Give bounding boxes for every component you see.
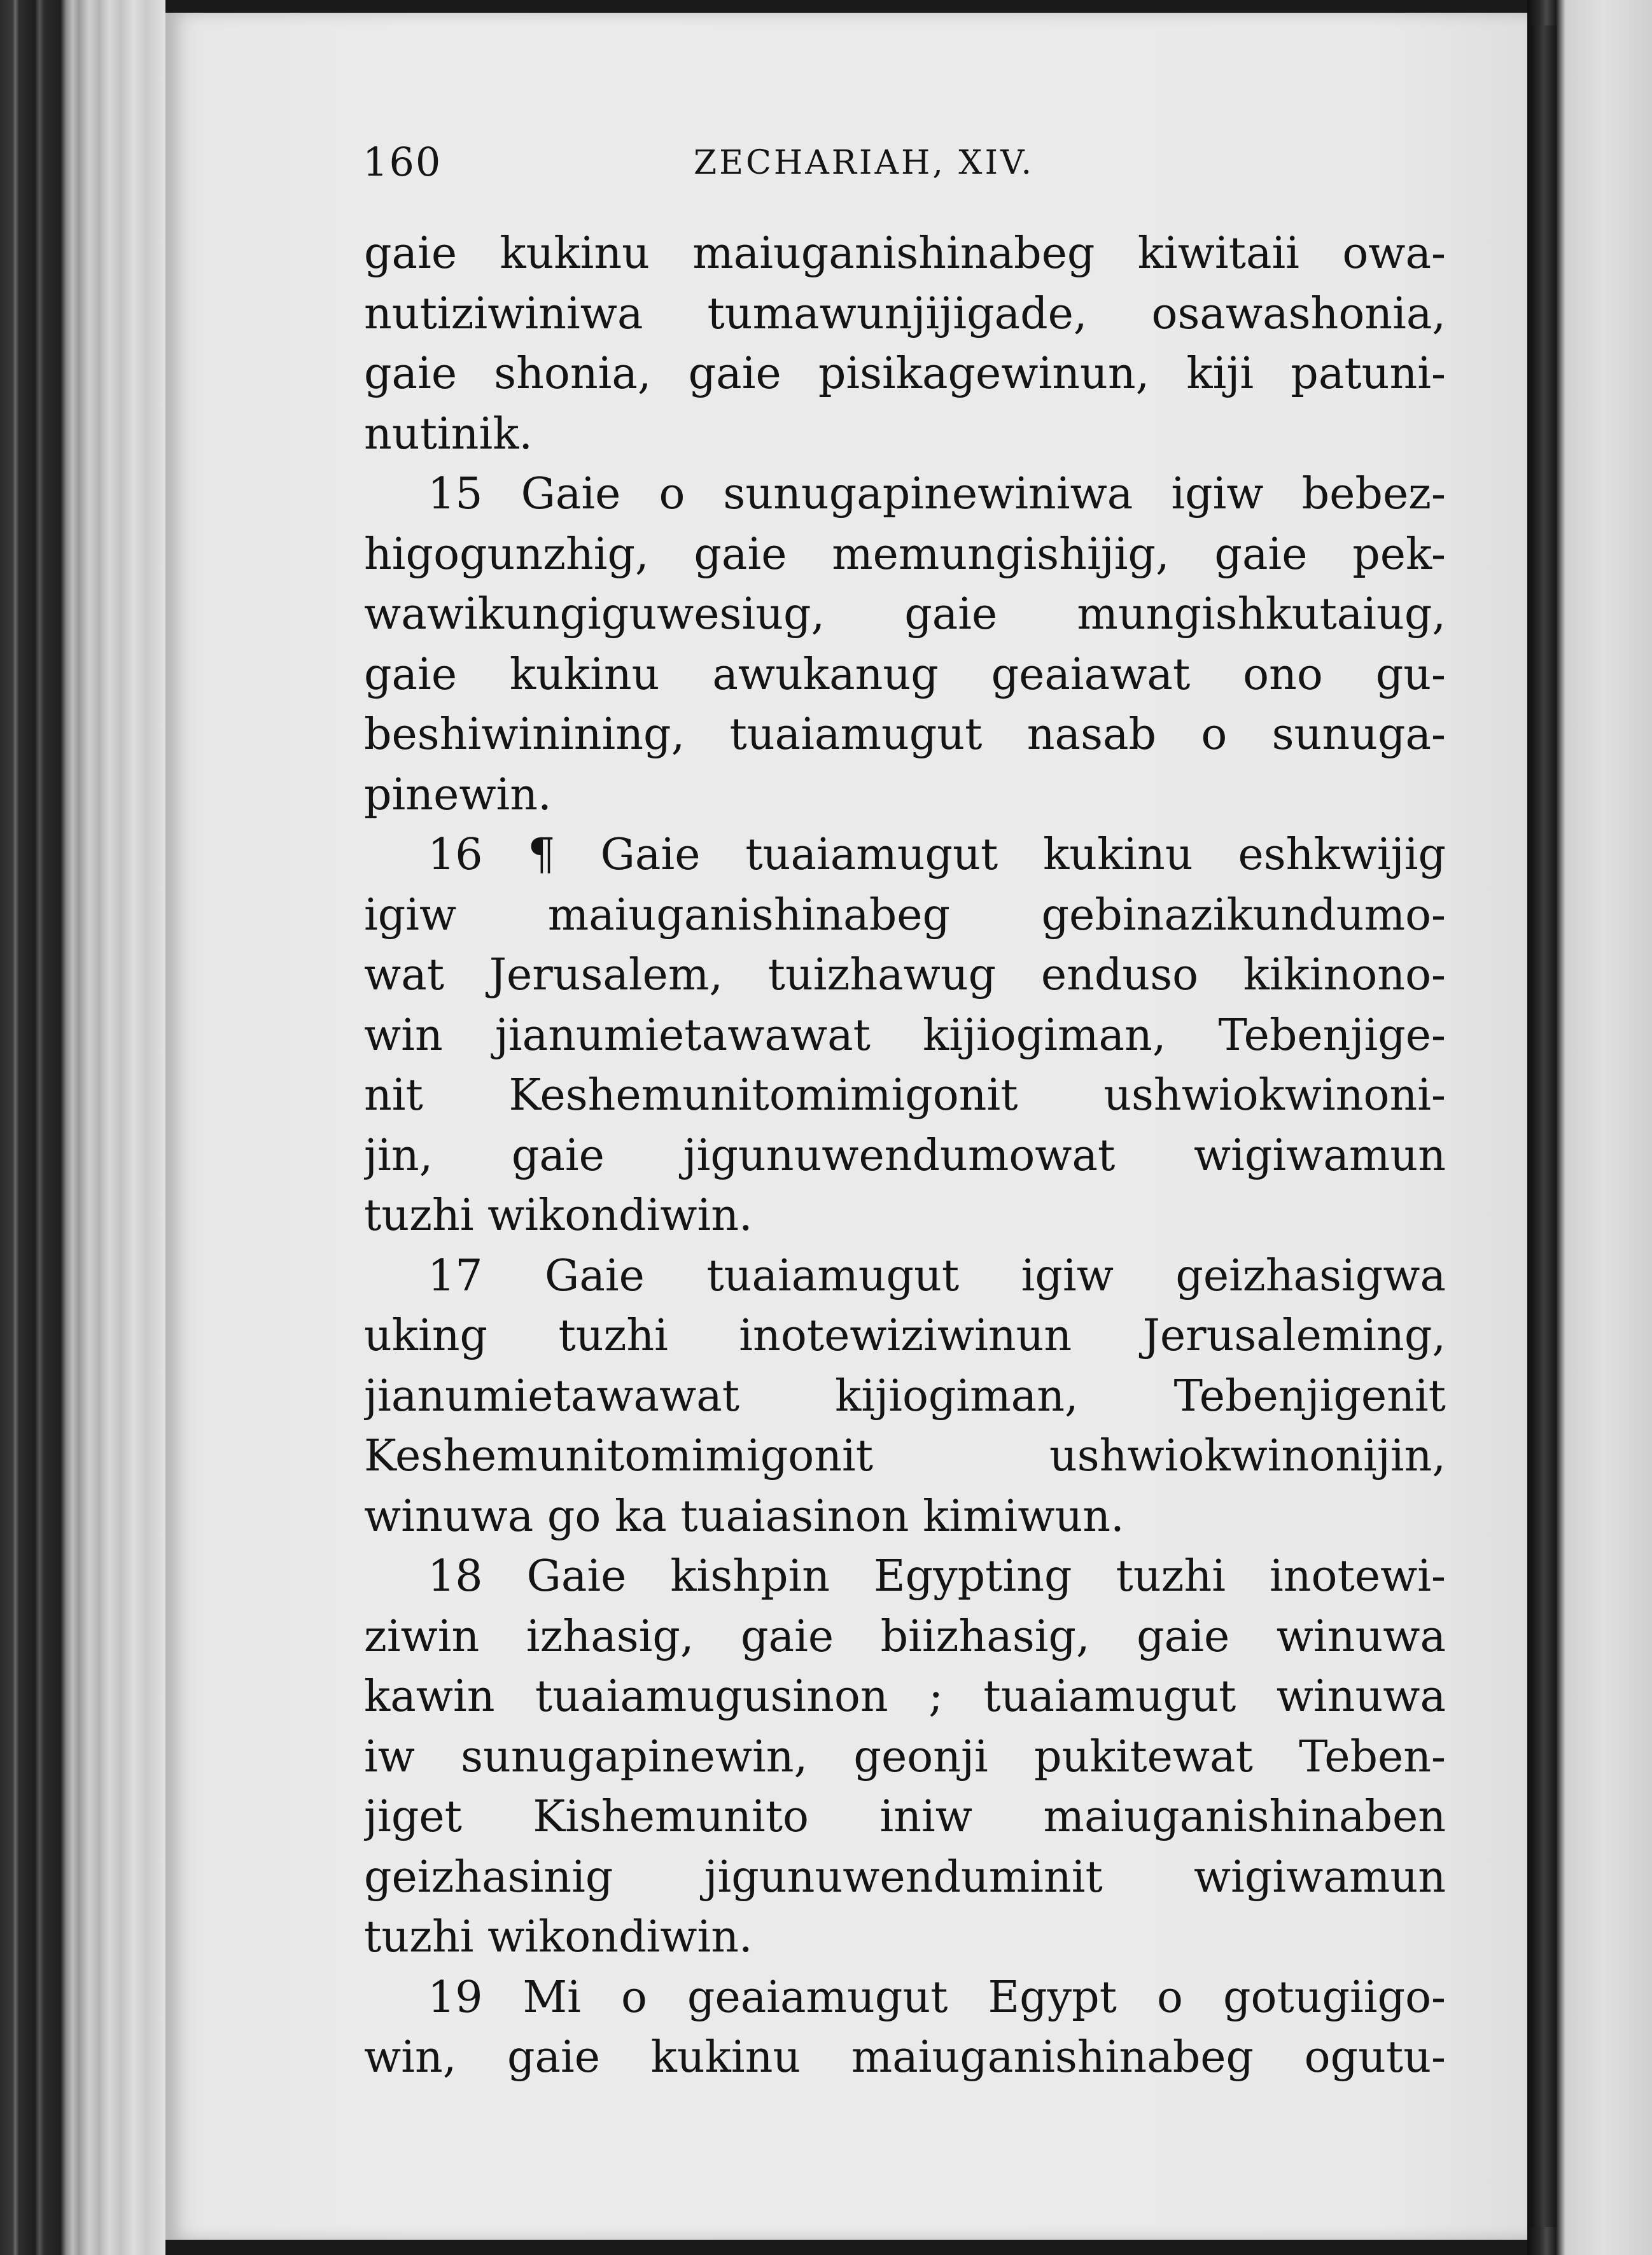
text-line: iw sunugapinewin, geonji pukitewat Teben- xyxy=(364,1731,1446,1782)
text-line: 18 Gaie kishpin Egypting tuzhi inotewi- xyxy=(428,1551,1446,1602)
text-line: jianumietawawat kijiogiman, Tebenjigenit xyxy=(364,1371,1446,1421)
text-line: win, gaie kukinu maiuganishinabeg ogutu- xyxy=(364,2032,1446,2083)
text-line: winuwa go ka tuaiasinon kimiwun. xyxy=(364,1491,1124,1542)
text-line: wawikungiguwesiug, gaie mungishkutaiug, xyxy=(364,589,1446,639)
text-line: uking tuzhi inotewiziwinun Jerusaleming, xyxy=(364,1311,1446,1361)
text-line: pinewin. xyxy=(364,769,552,820)
facing-page-edge xyxy=(1527,0,1652,2255)
binding-shadow xyxy=(1531,25,1557,2227)
text-line: kawin tuaiamugusinon ; tuaiamugut winuwa xyxy=(364,1672,1446,1722)
text-line: nit Keshemunitomimigonit ushwiokwinoni- xyxy=(364,1070,1446,1121)
page-number: 160 xyxy=(363,139,442,185)
text-line: jiget Kishemunito iniw maiuganishinaben xyxy=(364,1792,1446,1842)
text-line: 15 Gaie o sunugapinewiniwa igiw bebez- xyxy=(428,469,1446,519)
book-page-edges xyxy=(0,0,165,2255)
text-line: wat Jerusalem, tuizhawug enduso kikinono- xyxy=(364,950,1446,1000)
text-line: ziwin izhasig, gaie biizhasig, gaie winuwa xyxy=(364,1611,1446,1662)
text-line: igiw maiuganishinabeg gebinazikundumo- xyxy=(364,890,1446,940)
text-line: 19 Mi o geaiamugut Egypt o gotugiigo- xyxy=(428,1972,1446,2023)
text-line: geizhasinig jigunuwenduminit wigiwamun xyxy=(364,1852,1446,1902)
text-line: Keshemunitomimigonit ushwiokwinonijin, xyxy=(364,1431,1446,1481)
text-line: gaie shonia, gaie pisikagewinun, kiji patuni- xyxy=(364,349,1446,399)
body-text xyxy=(364,224,1446,2088)
text-line: beshiwinining, tuaiamugut nasab o sunuga- xyxy=(364,709,1446,760)
text-line: nutinik. xyxy=(364,408,533,459)
text-line: 16 ¶ Gaie tuaiamugut kukinu eshkwijig xyxy=(428,830,1446,880)
text-line: win jianumietawawat kijiogiman, Tebenjige- xyxy=(364,1010,1446,1061)
text-line: nutiziwiniwa tumawunjijigade, osawashonia, xyxy=(364,288,1446,339)
text-line: tuzhi wikondiwin. xyxy=(364,1190,753,1241)
text-line: gaie kukinu maiuganishinabeg kiwitaii owa- xyxy=(364,228,1446,279)
text-line: gaie kukinu awukanug geaiawat ono gu- xyxy=(364,649,1446,700)
page-title: ZECHARIAH, XIV. xyxy=(694,144,1034,182)
text-line: tuzhi wikondiwin. xyxy=(364,1912,753,1962)
text-line: higogunzhig, gaie memungishijig, gaie pek- xyxy=(364,529,1446,580)
running-head xyxy=(363,139,1184,196)
text-line: 17 Gaie tuaiamugut igiw geizhasigwa xyxy=(428,1250,1446,1301)
text-line: jin, gaie jigunuwendumowat wigiwamun xyxy=(364,1130,1446,1181)
